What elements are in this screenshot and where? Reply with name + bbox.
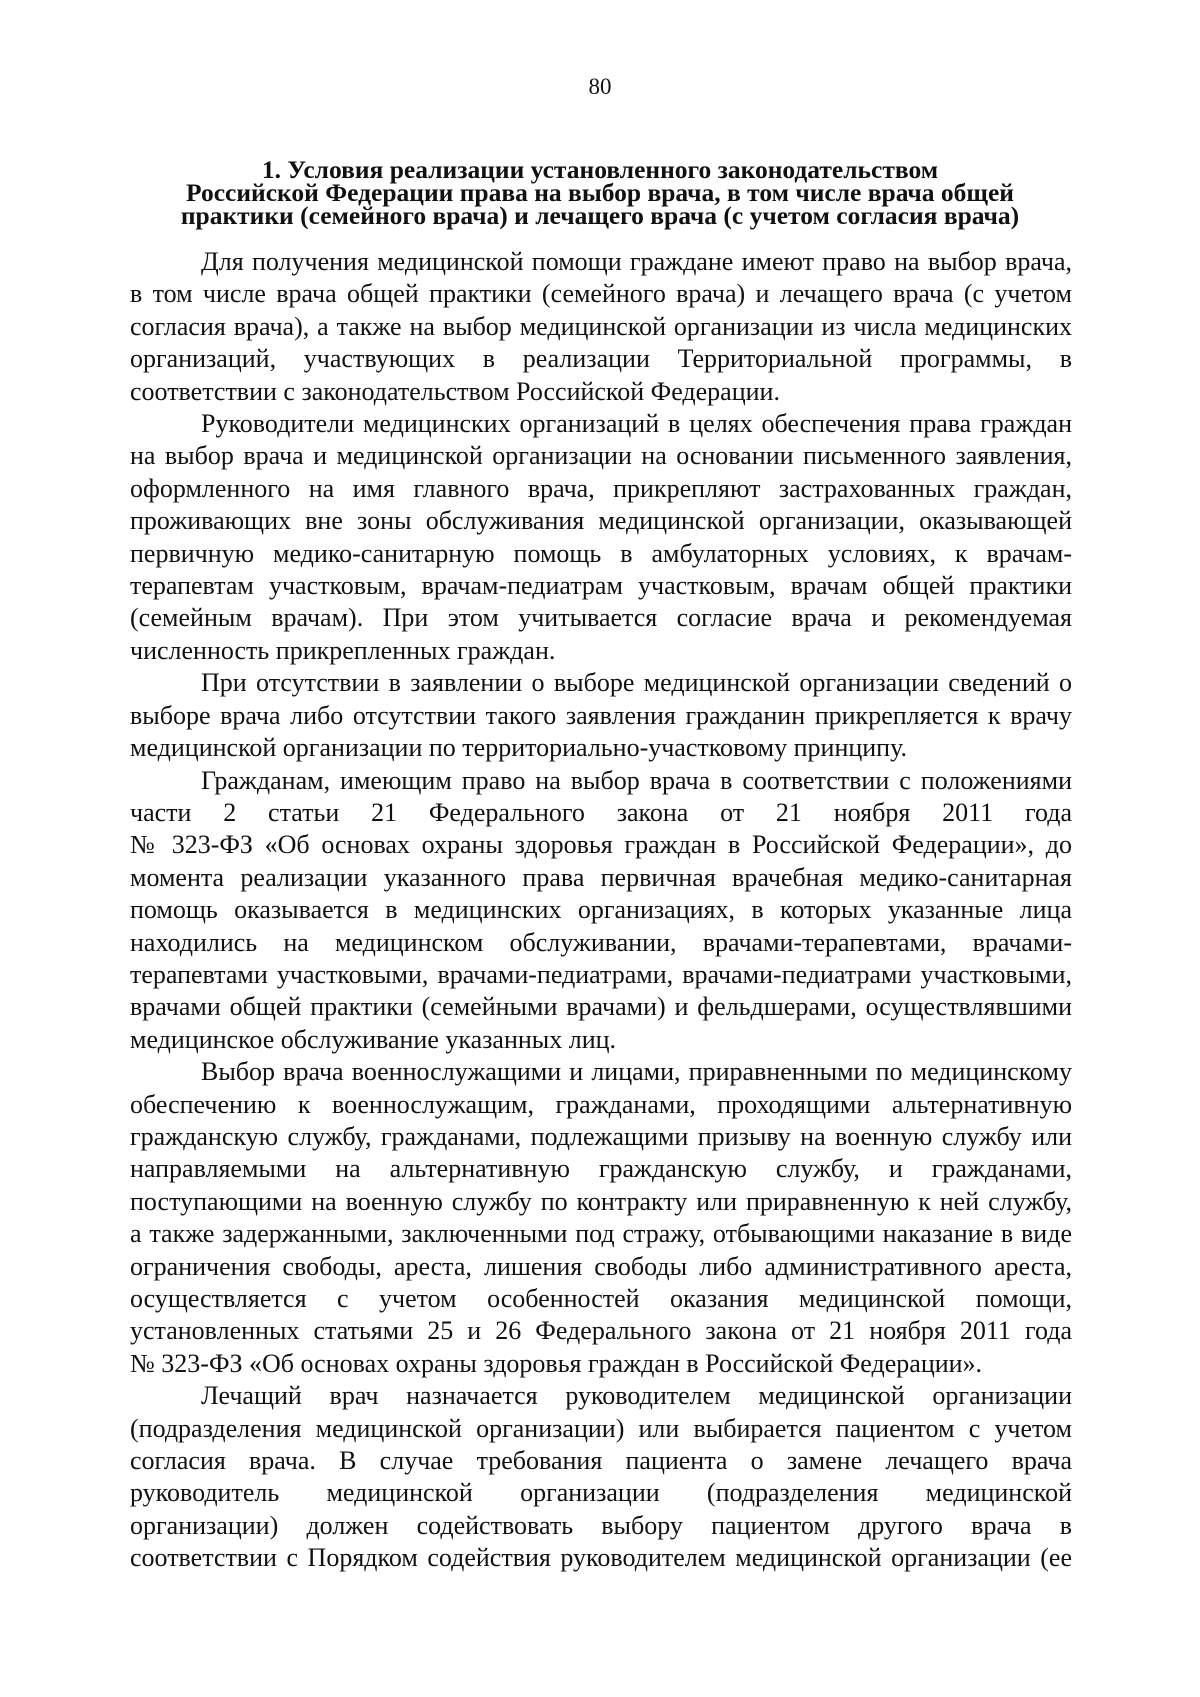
paragraph-line: численность прикрепленных граждан. — [130, 635, 556, 665]
section-heading — [130, 155, 1070, 230]
paragraph-line: оформленного на имя главного врача, прикрепляют застрахованных граждан, — [130, 473, 1072, 503]
paragraph-line: (подразделения медицинской организации) или выбирается пациентом с учетом — [130, 1413, 1072, 1443]
paragraph-line: гражданскую службу, гражданами, подлежащими призыву на военную службу или — [130, 1121, 1072, 1151]
paragraph-line: помощь оказывается в медицинских организациях, в которых указанные лица — [130, 895, 1072, 925]
paragraph — [130, 246, 1072, 408]
paragraph-line: При отсутствии в заявлении о выборе медицинской организации сведений о — [201, 668, 1072, 698]
paragraph-line: Для получения медицинской помощи граждане имеют право на выбор врача, — [201, 247, 1072, 276]
paragraph-line: первичную медико-санитарную помощь в амбулаторных условиях, к врачам- — [130, 538, 1072, 568]
heading-line: практики (семейного врача) и лечащего врача (с учетом согласия врача) — [180, 201, 1020, 230]
paragraph — [130, 765, 1072, 1057]
heading-line: 1. Условия реализации установленного законодательством — [261, 155, 939, 184]
paragraph — [130, 1056, 1072, 1380]
paragraph-line: (семейным врачам). При этом учитывается согласие врача и рекомендуемая — [130, 603, 1072, 633]
paragraph-line: руководитель медицинской организации (подразделения медицинской — [130, 1478, 1072, 1508]
paragraph-line: № 323-ФЗ «Об основах охраны здоровья граждан в Российской Федерации». — [130, 1348, 983, 1378]
paragraph-line: медицинское обслуживание указанных лиц. — [130, 1024, 617, 1054]
paragraph-line: соответствии с законодательством Российской Федерации. — [130, 376, 780, 406]
paragraph-line: № 323-ФЗ «Об основах охраны здоровья граждан в Российской Федерации», до — [130, 830, 1072, 860]
paragraph-line: согласия врача), а также на выбор медицинской организации из числа медицинских — [130, 311, 1072, 341]
paragraph-line: ограничения свободы, ареста, лишения свободы либо административного ареста, — [130, 1251, 1072, 1281]
page-number: 80 — [588, 74, 612, 99]
paragraph-line: выборе врача либо отсутствии такого заявления гражданин прикрепляется к врачу — [130, 700, 1072, 730]
paragraph-line: терапевтам участковым, врачам-педиатрам участковым, врачам общей практики — [130, 571, 1072, 601]
paragraph-line: установленных статьями 25 и 26 Федерального закона от 21 ноября 2011 года — [130, 1316, 1072, 1346]
paragraph-line: находились на медицинском обслуживании, врачами-терапевтами, врачами- — [130, 927, 1072, 957]
paragraph-line: врачами общей практики (семейными врачами) и фельдшерами, осуществлявшими — [130, 992, 1072, 1022]
heading-line: Российской Федерации права на выбор врача, в том числе врача общей — [186, 178, 1014, 207]
paragraph-line: проживающих вне зоны обслуживания медицинской организации, оказывающей — [130, 506, 1072, 536]
paragraph-line: на выбор врача и медицинской организации на основании письменного заявления, — [130, 441, 1072, 471]
paragraph-line: а также задержанными, заключенными под стражу, отбывающими наказание в виде — [130, 1219, 1072, 1249]
body-text — [130, 246, 1072, 1575]
paragraph-line: терапевтами участковыми, врачами-педиатрами, врачами-педиатрами участковыми, — [130, 959, 1072, 989]
paragraph-line: Лечащий врач назначается руководителем медицинской организации — [201, 1381, 1072, 1411]
paragraph-line: согласия врача. В случае требования пациента о замене лечащего врача — [130, 1446, 1072, 1476]
paragraph-line: Выбор врача военнослужащими и лицами, приравненными по медицинскому — [201, 1057, 1072, 1087]
paragraph-line: Гражданам, имеющим право на выбор врача в соответствии с положениями — [201, 765, 1072, 795]
paragraph-line: соответствии с Порядком содействия руководителем медицинской организации (ее — [130, 1543, 1072, 1573]
paragraph-line: поступающими на военную службу по контракту или приравненную к ней службу, — [130, 1186, 1072, 1216]
paragraph-line: осуществляется с учетом особенностей оказания медицинской помощи, — [130, 1284, 1072, 1313]
paragraph-line: организаций, участвующих в реализации Территориальной программы, в — [130, 344, 1072, 374]
paragraph-line: направляемыми на альтернативную гражданскую службу, и гражданами, — [130, 1154, 1072, 1184]
paragraph-line: момента реализации указанного права первичная врачебная медико-санитарная — [130, 862, 1072, 892]
paragraph — [130, 408, 1072, 667]
paragraph-line: в том числе врача общей практики (семейного врача) и лечащего врача (с учетом — [130, 279, 1072, 309]
paragraph-line: части 2 статьи 21 Федерального закона от 21 ноября 2011 года — [130, 797, 1072, 827]
paragraph — [130, 1380, 1072, 1574]
paragraph-line: медицинской организации по территориально-участковому принципу. — [130, 733, 907, 763]
paragraph-line: организации) должен содействовать выбору пациентом другого врача в — [130, 1510, 1072, 1540]
paragraph-line: обеспечению к военнослужащим, гражданами, проходящими альтернативную — [130, 1089, 1072, 1119]
paragraph-line: Руководители медицинских организаций в целях обеспечения права граждан — [201, 409, 1072, 439]
paragraph — [130, 667, 1072, 764]
